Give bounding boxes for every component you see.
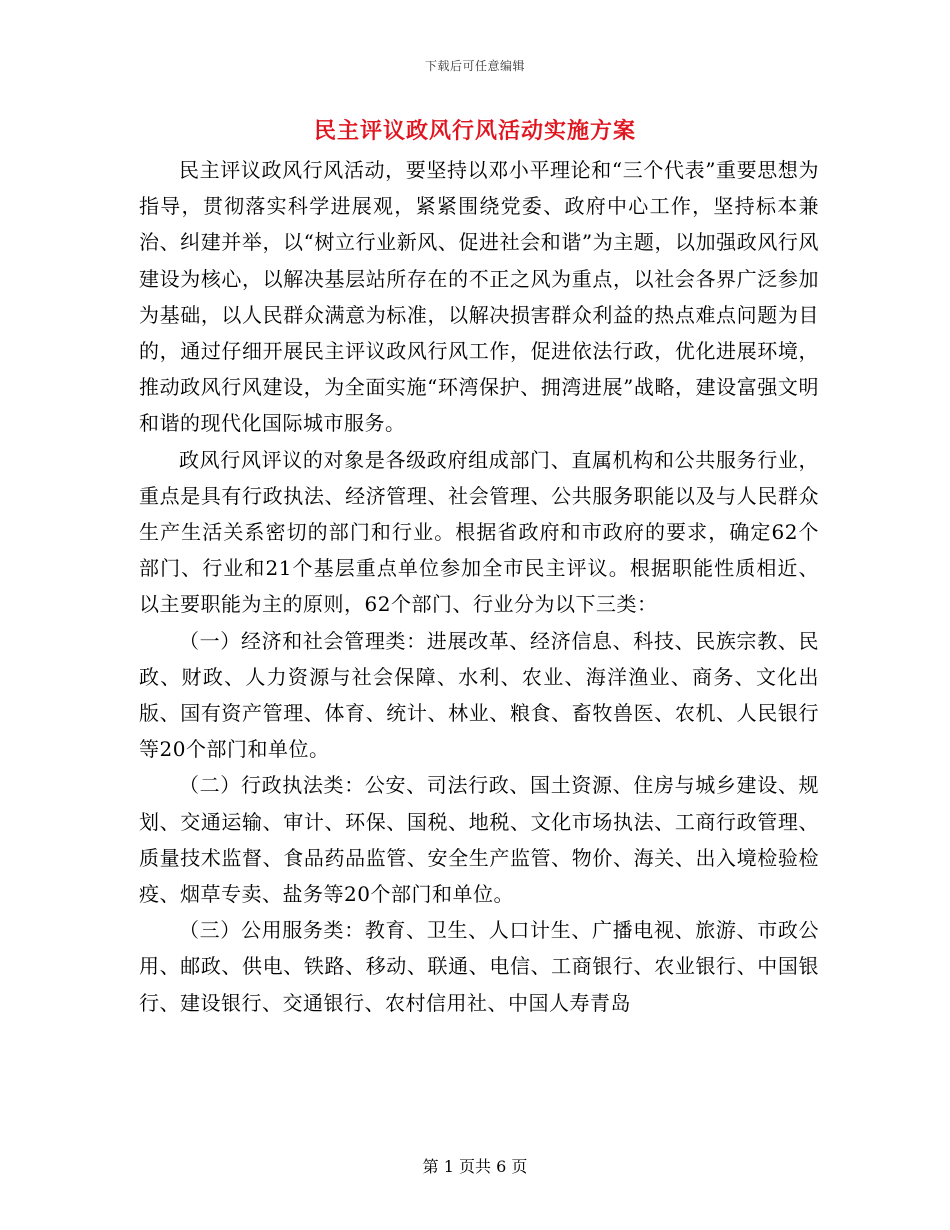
paragraph-category-economic: （一）经济和社会管理类：进展改革、经济信息、科技、民族宗教、民政、财政、人力资源与社会保障、水利、农业、海洋渔业、商务、文化出版、国有资产管理、体育、统计、林业、粮食、畜牧兽医、农机、人民银行等20个部门和单位。	[139, 628, 819, 762]
paragraph-evaluation-targets: 政风行风评议的对象是各级政府组成部门、直属机构和公共服务行业，重点是具有行政执法、经济管理、社会管理、公共服务职能以及与人民群众生产生活关系密切的部门和行业。根据省政府和市政府的要求，确定62个部门、行业和21个基层重点单位参加全市民主评议。根据职能性质相近、以主要职能为主的原则，62个部门、行业分为以下三类：	[139, 447, 819, 617]
header-note: 下载后可任意编辑	[424, 59, 525, 73]
document-title: 民主评议政风行风活动实施方案	[313, 118, 636, 144]
document-body	[139, 152, 819, 1021]
paragraph-guiding-principles: 民主评议政风行风活动，要坚持以邓小平理论和“三个代表”重要思想为指导，贯彻落实科学进展观，紧紧围绕党委、政府中心工作，坚持标本兼治、纠建并举，以“树立行业新风、促进社会和谐”为主题，以加强政风行风建设为核心，以解决基层站所存在的不正之风为重点，以社会各界广泛参加为基础，以人民群众满意为标准，以解决损害群众利益的热点难点问题为目的，通过仔细开展民主评议政风行风工作，促进依法行政，优化进展环境，推动政风行风建设，为全面实施“环湾保护、拥湾进展”战略，建设富强文明和谐的现代化国际城市服务。	[139, 158, 819, 436]
paragraph-category-enforcement: （二）行政执法类：公安、司法行政、国土资源、住房与城乡建设、规划、交通运输、审计、环保、国税、地税、文化市场执法、工商行政管理、质量技术监督、食品药品监管、安全生产监管、物价、海关、出入境检验检疫、烟草专卖、盐务等20个部门和单位。	[139, 773, 819, 907]
page-number: 第 1 页共 6 页	[422, 1157, 528, 1176]
paragraph-category-public-service: （三）公用服务类：教育、卫生、人口计生、广播电视、旅游、市政公用、邮政、供电、铁路、移动、联通、电信、工商银行、农业银行、中国银行、建设银行、交通银行、农村信用社、中国人寿青岛	[139, 918, 819, 1015]
